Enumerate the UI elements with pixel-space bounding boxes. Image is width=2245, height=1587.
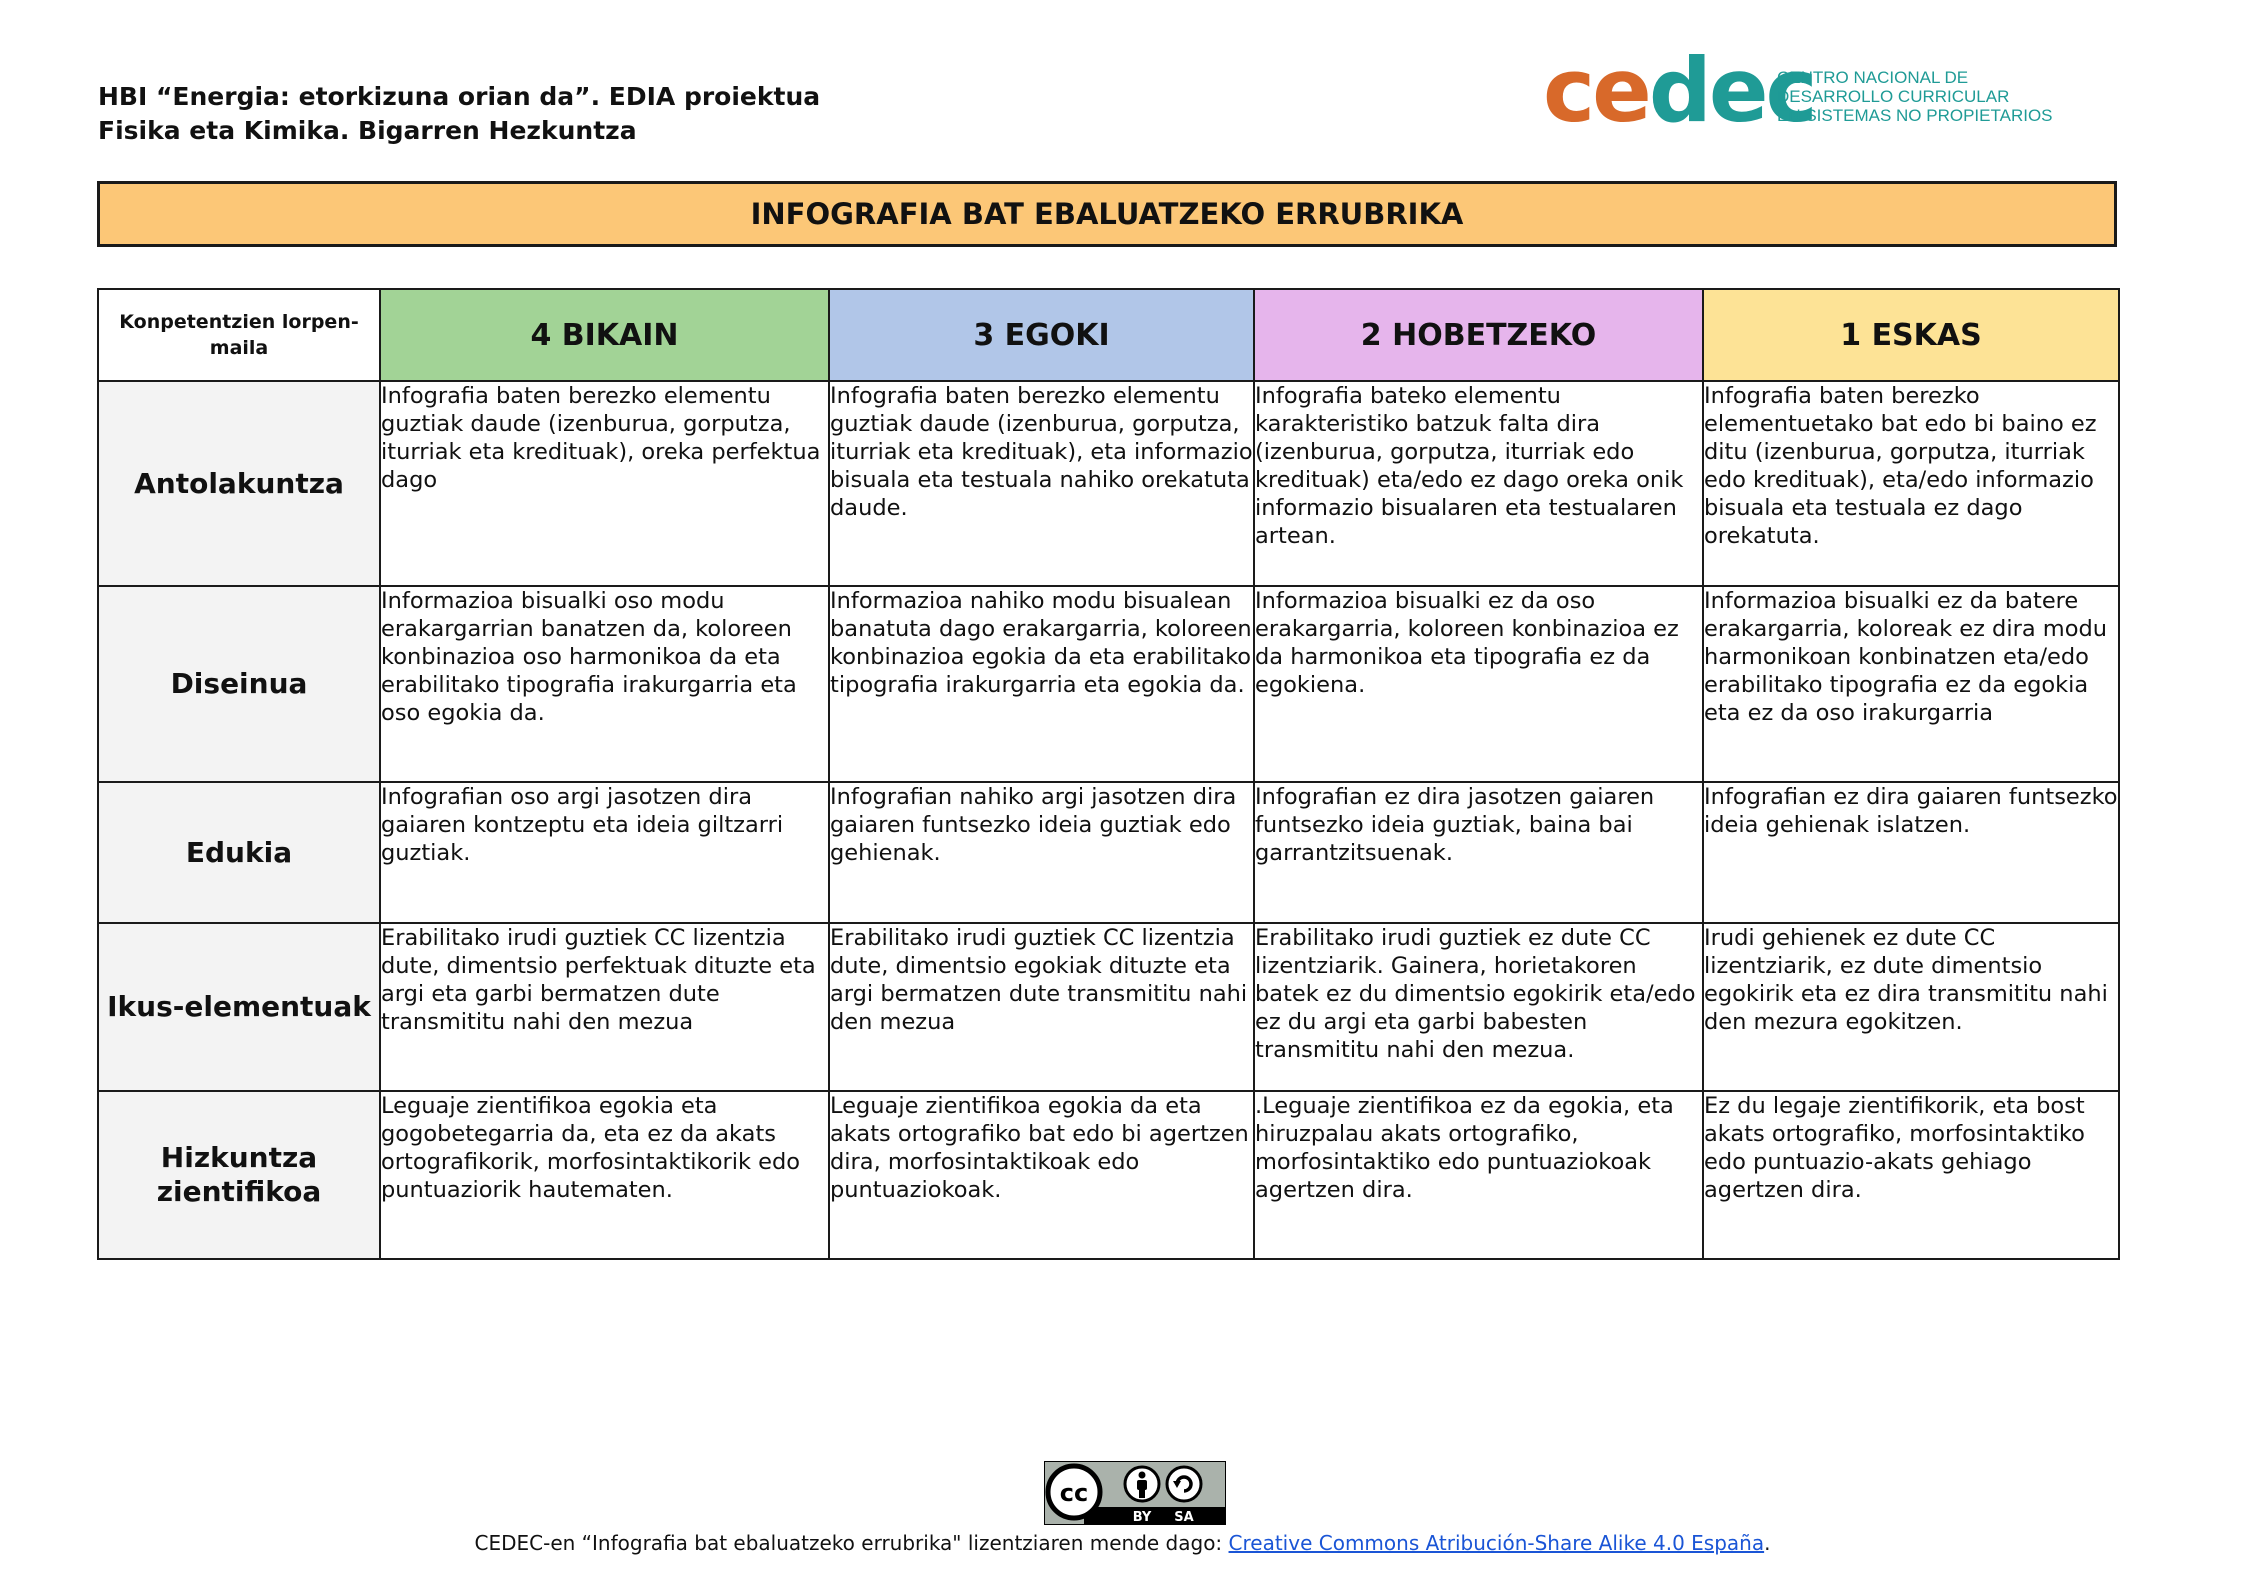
rubric-cell: Ez du legaje zientifikorik, eta bost akats ortografiko, morfosintaktiko edo puntuazio-akats gehiago agertzen dira.: [1703, 1091, 2119, 1259]
logo-word-dec: dec: [1648, 39, 1815, 142]
svg-text:cc: cc: [1059, 1479, 1089, 1507]
cc-by-sa-badge: [1044, 1461, 1226, 1525]
rubric-header-row: [98, 289, 2119, 381]
logo-sub-line-2: DESARROLLO CURRICULAR: [1777, 87, 2010, 106]
document-header: [98, 80, 820, 148]
criterion-label: Hizkuntza zientifikoa: [98, 1091, 380, 1259]
cc-icon: [1048, 1466, 1100, 1518]
license-statement: CEDEC-en “Infografia bat ebaluatzeko errubrika" lizentziaren mende dago:: [474, 1531, 1223, 1555]
cedec-logo-word: [1543, 39, 1815, 142]
rubric-cell: Infografian nahiko argi jasotzen dira gaiaren funtsezko ideia guztiak edo gehienak.: [829, 782, 1254, 923]
rubric-cell: Infografia baten berezko elementu guztiak daude (izenburua, gorputza, iturriak eta kredituak), oreka perfektua dago: [380, 381, 829, 586]
rubric-cell: Leguaje zientifikoa egokia eta gogobetegarria da, eta ez da akats ortografikorik, morfosintaktikorik edo puntuaziorik hautematen.: [380, 1091, 829, 1259]
rubric-cell: Infografian oso argi jasotzen dira gaiaren kontzeptu eta ideia giltzarri guztiak.: [380, 782, 829, 923]
rubric-table: [97, 288, 2120, 1260]
rubric-row-hizkuntza-zientifikoa: [98, 1091, 2119, 1259]
level-header-3-egoki: 3 EGOKI: [829, 289, 1254, 381]
level-header-2-hobetzeko: 2 HOBETZEKO: [1254, 289, 1703, 381]
level-header-4-bikain: 4 BIKAIN: [380, 289, 829, 381]
rubric-row-diseinua: [98, 586, 2119, 782]
rubric-cell: .Leguaje zientifikoa ez da egokia, eta hiruzpalau akats ortografiko, morfosintaktiko edo puntuaziokoak agertzen dira.: [1254, 1091, 1703, 1259]
criterion-label: Edukia: [98, 782, 380, 923]
rubric-cell: Erabilitako irudi guztiek CC lizentzia dute, dimentsio egokiak dituzte eta argi bermatzen dute transmititu nahi den mezua: [829, 923, 1254, 1091]
logo-word-ce: ce: [1543, 39, 1649, 142]
license-footer: [0, 1531, 2245, 1555]
rubric-title-banner: INFOGRAFIA BAT EBALUATZEKO ERRUBRIKA: [97, 181, 2117, 247]
rubric-cell: Infografia baten berezko elementuetako bat edo bi baino ez ditu (izenburua, gorputza, iturriak edo kredituak), eta/edo informazio bisuala eta testuala ez dago orekatuta.: [1703, 381, 2119, 586]
cc-badge-label-strip: [1084, 1507, 1225, 1524]
cc-badge-by-label: BY: [1132, 1510, 1152, 1525]
rubric-cell: Infografian ez dira jasotzen gaiaren funtsezko ideia guztiak, baina bai garrantzitsuenak.: [1254, 782, 1703, 923]
rubric-row-ikus-elementuak: [98, 923, 2119, 1091]
rubric-cell: Informazioa bisualki ez da oso erakargarria, koloreen konbinazioa ez da harmonikoa eta tipografia ez da egokiena.: [1254, 586, 1703, 782]
rubric-corner-label: Konpetentzien lorpen-maila: [98, 289, 380, 381]
rubric-cell: Infografian ez dira gaiaren funtsezko ideia gehienak islatzen.: [1703, 782, 2119, 923]
rubric-cell: Erabilitako irudi guztiek CC lizentzia dute, dimentsio perfektuak dituzte eta argi eta garbi bermatzen dute transmititu nahi den mezua: [380, 923, 829, 1091]
criterion-label: Ikus-elementuak: [98, 923, 380, 1091]
rubric-cell: Erabilitako irudi guztiek ez dute CC lizentziarik. Gainera, horietakoren batek ez du dimentsio egokirik eta/edo ez du argi eta garbi babesten transmititu nahi den mezua.: [1254, 923, 1703, 1091]
rubric-cell: Infografia baten berezko elementu guztiak daude (izenburua, gorputza, iturriak eta kredituak), eta informazio bisuala eta testuala nahiko orekatuta daude.: [829, 381, 1254, 586]
sa-share-alike-icon: [1167, 1467, 1201, 1501]
logo-sub-line-3: EN SISTEMAS NO PROPIETARIOS: [1777, 106, 2053, 125]
rubric-cell: Irudi gehienek ez dute CC lizentziarik, ez dute dimentsio egokirik eta ez dira transmititu nahi den mezura egokitzen.: [1703, 923, 2119, 1091]
header-line-project: HBI “Energia: etorkizuna orian da”. EDIA proiektua: [98, 82, 821, 111]
level-header-1-eskas: 1 ESKAS: [1703, 289, 2119, 381]
rubric-cell: Infografia bateko elementu karakteristiko batzuk falta dira (izenburua, gorputza, iturriak edo kredituak) eta/edo ez dago oreka onik informazio bisualaren eta testualaren artean.: [1254, 381, 1703, 586]
criterion-label: Diseinua: [98, 586, 380, 782]
rubric-cell: Informazioa bisualki ez da batere erakargarria, koloreak ez dira modu harmonikoan konbinatzen eta/edo erabilitako tipografia ez da egokia eta ez da oso irakurgarria: [1703, 586, 2119, 782]
rubric-cell: Leguaje zientifikoa egokia da eta akats ortografiko bat edo bi agertzen dira, morfosintaktikoak edo puntuaziokoak.: [829, 1091, 1254, 1259]
rubric-cell: Informazioa bisualki oso modu erakargarrian banatzen da, koloreen konbinazioa oso harmonikoa da eta erabilitako tipografia irakurgarria eta oso egokia da.: [380, 586, 829, 782]
criterion-label: Antolakuntza: [98, 381, 380, 586]
license-end-punctuation: .: [1764, 1531, 1771, 1555]
rubric-row-edukia: [98, 782, 2119, 923]
logo-sub-line-1: CENTRO NACIONAL DE: [1777, 68, 1969, 87]
by-person-icon: [1125, 1467, 1159, 1501]
license-link[interactable]: Creative Commons Atribución-Share Alike 4.0 España: [1228, 1531, 1765, 1555]
cedec-logo: [1543, 39, 2053, 142]
cedec-logo-subtitle: [1777, 68, 2057, 125]
rubric-row-antolakuntza: [98, 381, 2119, 586]
rubric-cell: Informazioa nahiko modu bisualean banatuta dago erakargarria, koloreen konbinazioa egokia da eta erabilitako tipografia irakurgarria eta egokia da.: [829, 586, 1254, 782]
header-line-subject: Fisika eta Kimika. Bigarren Hezkuntza: [98, 116, 637, 145]
cc-badge-sa-label: SA: [1174, 1510, 1194, 1525]
